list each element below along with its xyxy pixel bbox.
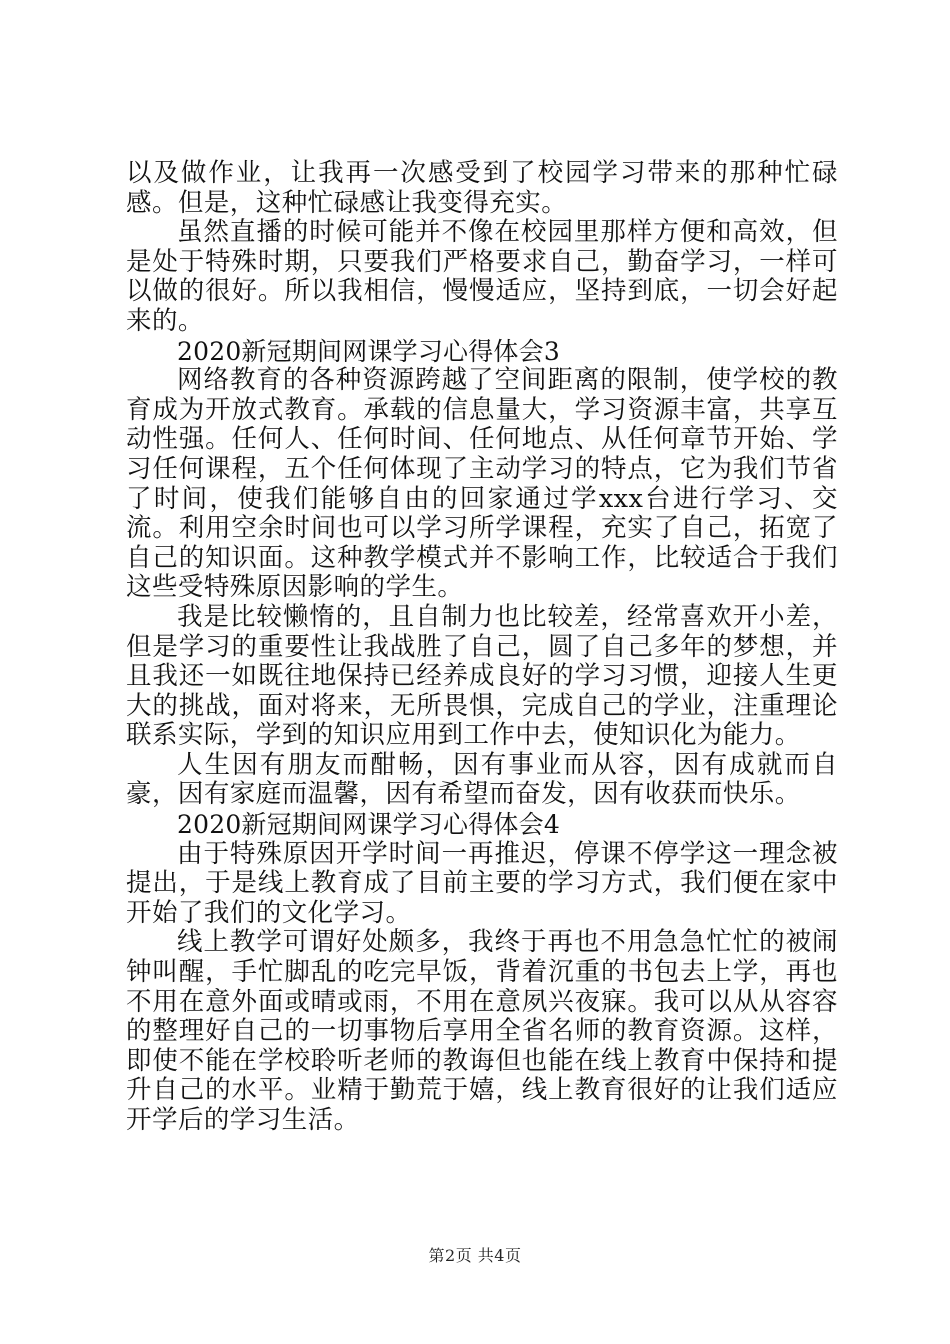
page-footer: 第2页 共4页 — [428, 1246, 522, 1265]
paragraph: 人生因有朋友而酣畅，因有事业而从容，因有成就而自豪，因有家庭而温馨，因有希望而奋发，因有收获而快乐。 — [126, 749, 838, 810]
paragraph: 虽然直播的时候可能并不像在校园里那样方便和高效，但是处于特殊时期，只要我们严格要求自己，勤奋学习，一样可以做的很好。所以我相信，慢慢适应，坚持到底，一切会好起来的。 — [126, 217, 838, 336]
paragraph: 线上教学可谓好处颇多，我终于再也不用急急忙忙的被闹钟叫醒，手忙脚乱的吃完早饭，背着沉重的书包去上学，再也不用在意外面或晴或雨，不用在意夙兴夜寐。我可以从从容容的整理好自己的一切事物后享用全省名师的教育资源。这样，即使不能在学校聆听老师的教诲但也能在线上教育中保持和提升自己的水平。业精于勤荒于嬉，线上教育很好的让我们适应开学后的学习生活。 — [126, 927, 838, 1135]
paragraph: 由于特殊原因开学时间一再推迟，停课不停学这一理念被提出，于是线上教育成了目前主要的学习方式，我们便在家中开始了我们的文化学习。 — [126, 838, 838, 928]
paragraph: 以及做作业，让我再一次感受到了校园学习带来的那种忙碌感。但是，这种忙碌感让我变得充实。 — [126, 158, 838, 218]
document-body — [126, 159, 838, 1136]
paragraph: 我是比较懒惰的，且自制力也比较差，经常喜欢开小差，但是学习的重要性让我战胜了自己，圆了自己多年的梦想，并且我还一如既往地保持已经养成良好的学习习惯，迎接人生更大的挑战，面对将来，无所畏惧，完成自己的学业，注重理论联系实际，学到的知识应用到工作中去，使知识化为能力。 — [126, 601, 838, 751]
section-heading: 2020新冠期间网课学习心得体会4 — [177, 810, 560, 840]
section-heading: 2020新冠期间网课学习心得体会3 — [177, 336, 560, 366]
paragraph: 网络教育的各种资源跨越了空间距离的限制，使学校的教育成为开放式教育。承载的信息量大，学习资源丰富，共享互动性强。任何人、任何时间、任何地点、从任何章节开始、学习任何课程，五个任何体现了主动学习的特点，它为我们节省了时间，使我们能够自由的回家通过学xxx台进行学习、交流。利用空余时间也可以学习所学课程，充实了自己，拓宽了自己的知识面。这种教学模式并不影响工作，比较适合于我们这些受特殊原因影响的学生。 — [126, 365, 838, 603]
